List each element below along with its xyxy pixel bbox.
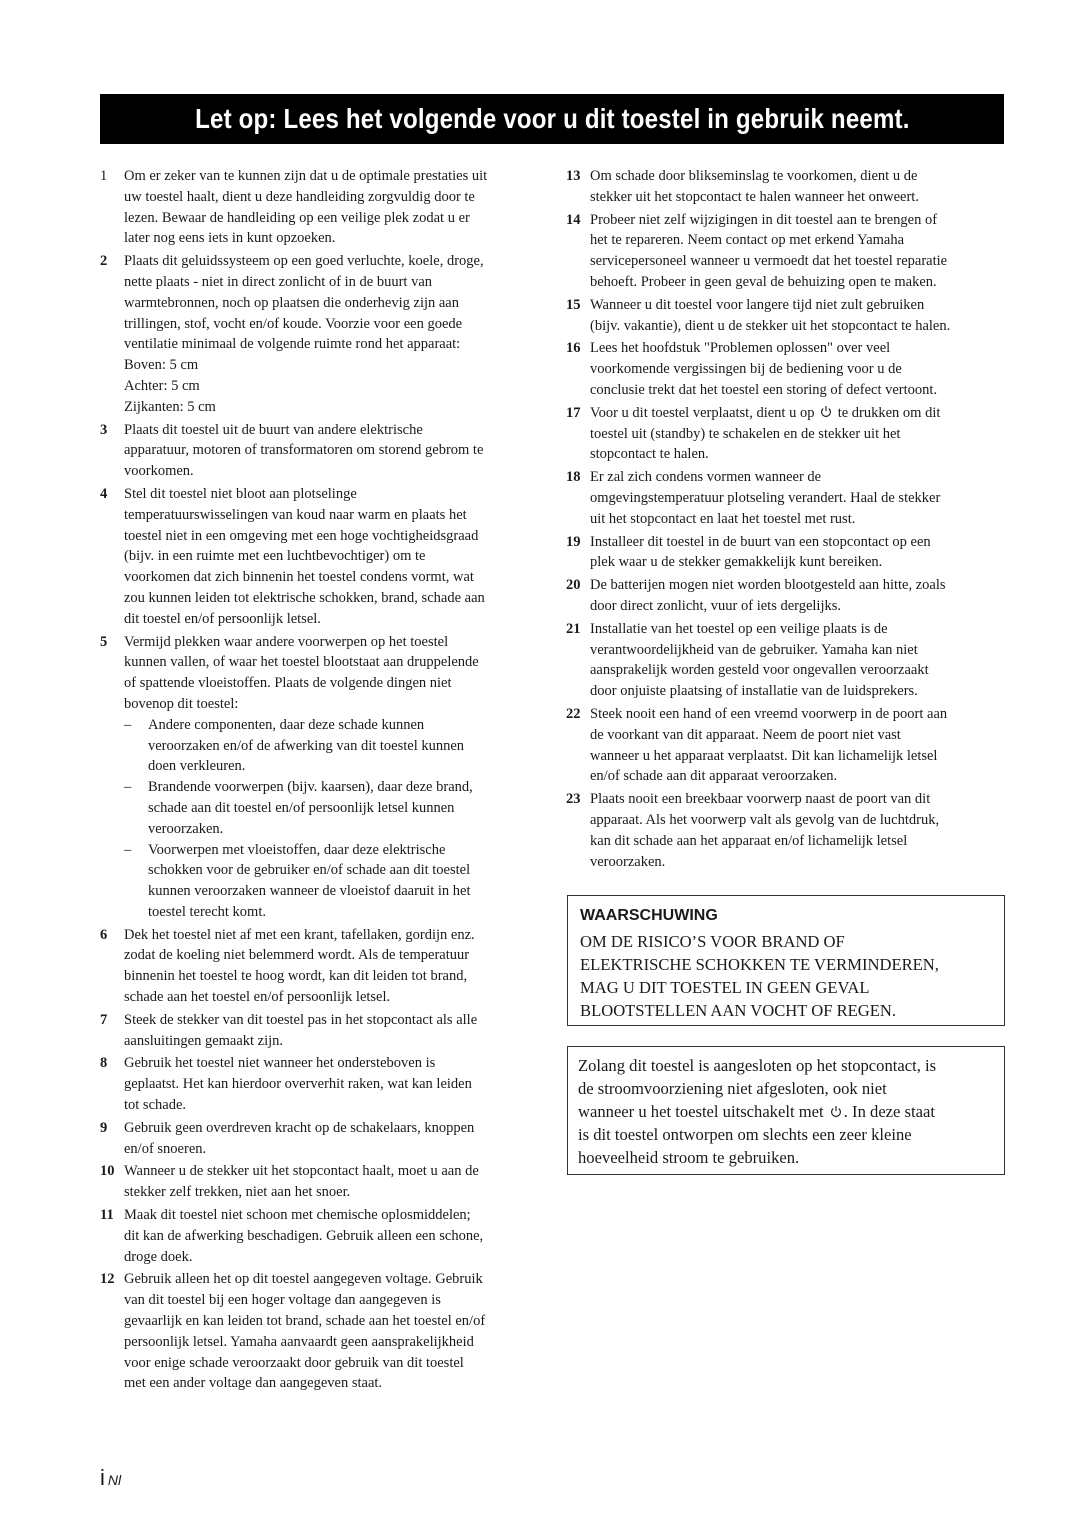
- item-line: Lees het hoofdstuk "Problemen oplossen" over veel: [590, 340, 891, 357]
- item-line: door onjuiste plaatsing of installatie van de luidsprekers.: [590, 683, 918, 700]
- dash-bullet: –: [124, 841, 132, 858]
- item-line: geplaatst. Het kan hierdoor oververhit raken, wat kan leiden: [124, 1076, 472, 1093]
- item-line: Stel dit toestel niet bloot aan plotselinge: [124, 485, 357, 502]
- sub-item-line: schade aan dit toestel en/of persoonlijk letsel kunnen: [148, 799, 455, 816]
- language-code: Nl: [107, 1472, 122, 1488]
- item-line: lezen. Bewaar de handleiding op een veilige plek zodat u er: [124, 209, 470, 226]
- precaution-item: [566, 403, 1006, 465]
- left-column: [100, 166, 536, 1396]
- item-number: 8: [100, 1055, 108, 1072]
- warning-box: [567, 895, 1005, 1026]
- item-line: stekker uit het stopcontact te halen wanneer het onweert.: [590, 188, 919, 205]
- item-line: en/of schade aan dit apparaat veroorzaken.: [590, 768, 838, 785]
- item-line: apparatuur, motoren of transformatoren om storend gebrom te: [124, 442, 484, 459]
- item-line: Om er zeker van te kunnen zijn dat u de optimale prestaties uit: [124, 168, 488, 184]
- item-number: 21: [566, 620, 581, 637]
- item-line: Wanneer u de stekker uit het stopcontact haalt, moet u aan de: [124, 1163, 479, 1180]
- precaution-item: [566, 704, 1006, 787]
- item-line: zodat de koeling niet belemmerd wordt. Als de temperatuur: [124, 947, 470, 964]
- item-line: Vermijd plekken waar andere voorwerpen op het toestel: [124, 633, 449, 650]
- item-number: 2: [100, 253, 108, 270]
- item-line: of spattende vloeistoffen. Plaats de volgende dingen niet: [124, 675, 452, 692]
- warning-title: WAARSCHUWING: [580, 907, 718, 924]
- info-text: wanneer u het toestel uitschakelt met: [578, 1102, 828, 1121]
- title-bar: [100, 94, 1004, 144]
- item-line: servicepersoneel wanneer u vermoedt dat het toestel reparatie: [590, 253, 948, 270]
- warning-line: ELEKTRISCHE SCHOKKEN TE VERMINDEREN,: [580, 955, 939, 974]
- item-number: 4: [100, 485, 108, 502]
- item-line: (bijv. in een ruimte met een luchtbevochtiger) om te: [124, 548, 426, 565]
- power-icon: [830, 1105, 842, 1118]
- item-number: 16: [566, 340, 581, 357]
- item-line: nette plaats - niet in direct zonlicht of in de buurt van: [124, 273, 433, 290]
- item-line: van dit toestel bij een hoger voltage dan aangegeven is: [124, 1292, 441, 1309]
- item-text: te drukken om dit: [834, 404, 941, 421]
- precaution-item: [100, 1053, 536, 1115]
- item-line: voorkomen.: [124, 463, 194, 480]
- item-line: Steek nooit een hand of een vreemd voorwerp in de poort aan: [590, 705, 948, 722]
- item-number: 10: [100, 1163, 115, 1180]
- item-line: apparaat. Als het voorwerp valt als gevolg van de luchtdruk,: [590, 811, 940, 828]
- item-line: omgevingstemperatuur plotseling verandert. Haal de stekker: [590, 489, 941, 506]
- item-line: voorkomen dat zich binnenin het toestel condens vormt, wat: [124, 569, 474, 586]
- item-number: 13: [566, 168, 581, 184]
- precaution-item: [100, 166, 536, 249]
- item-line: Installeer dit toestel in de buurt van een stopcontact op een: [590, 533, 931, 550]
- sub-item: [124, 777, 536, 839]
- item-line: Dek het toestel niet af met een krant, tafellaken, gordijn enz.: [124, 926, 475, 943]
- item-number: 7: [100, 1011, 108, 1028]
- item-line: droge doek.: [124, 1248, 193, 1265]
- dash-bullet: –: [124, 779, 132, 796]
- item-line: Gebruik het toestel niet wanneer het ondersteboven is: [124, 1055, 436, 1072]
- precaution-item: [566, 210, 1006, 293]
- precaution-item: [100, 251, 536, 417]
- sub-item: [124, 715, 536, 777]
- info-line: [578, 1100, 994, 1123]
- item-number: 5: [100, 633, 108, 650]
- item-line: Probeer niet zelf wijzigingen in dit toestel aan te brengen of: [590, 211, 938, 228]
- item-number: 22: [566, 705, 581, 722]
- item-line: Wanneer u dit toestel voor langere tijd niet zult gebruiken: [590, 296, 925, 313]
- item-line: toestel niet in een omgeving met een hoge vochtigheidsgraad: [124, 527, 479, 544]
- item-line: en/of snoeren.: [124, 1140, 207, 1157]
- item-line: het te repareren. Neem contact op met erkend Yamaha: [590, 232, 905, 249]
- item-text: Voor u dit toestel verplaatst, dient u op: [590, 404, 819, 421]
- item-number: 19: [566, 533, 581, 550]
- item-line: Steek de stekker van dit toestel pas in het stopcontact als alle: [124, 1011, 478, 1028]
- item-line: binnenin het toestel te hoog wordt, kan dit leiden tot brand,: [124, 968, 468, 985]
- item-line: temperatuurswisselingen van koud naar warm en plaats het: [124, 506, 467, 523]
- precaution-list-right: [566, 166, 1006, 872]
- item-number: 15: [566, 296, 581, 313]
- sub-item-line: schokken voor de gebruiker en/of schade aan dit toestel: [148, 862, 471, 879]
- precaution-item: [100, 632, 536, 923]
- item-line: Er zal zich condens vormen wanneer de: [590, 469, 822, 486]
- sub-item-line: Andere componenten, daar deze schade kunnen: [148, 716, 425, 733]
- warning-text: [580, 930, 992, 1022]
- dash-bullet: –: [124, 716, 132, 733]
- precaution-item: [566, 166, 1006, 208]
- item-line: dit toestel en/of persoonlijk letsel.: [124, 610, 321, 627]
- item-line: Zijkanten: 5 cm: [124, 398, 216, 415]
- precaution-item: [100, 1205, 536, 1267]
- item-line: gevaarlijk en kan leiden tot brand, schade aan het toestel en/of: [124, 1313, 486, 1330]
- item-line: warmtebronnen, noch op plaatsen die onderhevig zijn aan: [124, 294, 459, 311]
- item-line: conclusie trekt dat het toestel een storing of defect vertoont.: [590, 381, 938, 398]
- precaution-item: [100, 1010, 536, 1052]
- info-line: de stroomvoorziening niet afgesloten, ook niet: [578, 1079, 887, 1098]
- item-line: uit het stopcontact en laat het toestel met rust.: [590, 510, 856, 527]
- standby-info-box: [567, 1046, 1005, 1175]
- item-number: 1: [100, 168, 108, 184]
- warning-line: OM DE RISICO’S VOOR BRAND OF: [580, 932, 845, 951]
- item-line: bovenop dit toestel:: [124, 695, 239, 712]
- item-line: de voorkant van dit apparaat. Neem de poort niet vast: [590, 726, 901, 743]
- sub-list: [124, 715, 536, 923]
- power-icon: [820, 405, 832, 418]
- item-line: Plaats dit geluidssysteem op een goed verluchte, koele, droge,: [124, 253, 484, 270]
- item-line: Maak dit toestel niet schoon met chemische oplosmiddelen;: [124, 1207, 471, 1224]
- precaution-list-left: [100, 166, 536, 1394]
- precaution-item: [100, 484, 536, 630]
- item-line: Boven: 5 cm: [124, 357, 199, 374]
- page-number: i: [100, 1465, 105, 1490]
- precaution-item: [100, 1269, 536, 1394]
- item-line: kunnen vallen, of waar het toestel blootstaat aan druppelende: [124, 654, 479, 671]
- item-line: stekker zelf trekken, niet aan het snoer.: [124, 1184, 351, 1201]
- item-line: behoeft. Probeer in geen geval de behuizing open te maken.: [590, 273, 937, 290]
- item-line: aansluitingen gemaakt zijn.: [124, 1032, 284, 1049]
- precaution-item: [100, 420, 536, 482]
- precaution-item: [566, 295, 1006, 337]
- item-line: voor enige schade veroorzaakt door gebruik van dit toestel: [124, 1354, 464, 1371]
- sub-item-line: toestel terecht komt.: [148, 903, 266, 920]
- item-line: kan dit schade aan het apparaat en/of lichamelijk letsel: [590, 832, 908, 849]
- item-line: Achter: 5 cm: [124, 377, 200, 394]
- sub-item-line: kunnen veroorzaken wanneer de vloeistof daaruit in het: [148, 883, 471, 900]
- item-line: aansprakelijk worden gesteld voor ongevallen veroorzaakt: [590, 662, 929, 679]
- precaution-item: [566, 619, 1006, 702]
- item-line: verantwoordelijkheid van de gebruiker. Yamaha kan niet: [590, 641, 918, 658]
- item-line: tot schade.: [124, 1097, 187, 1114]
- item-line: veroorzaken.: [590, 853, 666, 870]
- item-number: 3: [100, 421, 108, 438]
- right-column: [566, 166, 1006, 874]
- page-title: Let op: Lees het volgende voor u dit toestel in gebruik neemt.: [194, 103, 910, 134]
- item-line: [590, 403, 1006, 424]
- precaution-item: [100, 1118, 536, 1160]
- item-line: zou kunnen leiden tot elektrische schokken, brand, schade aan: [124, 589, 485, 606]
- item-line: Plaats nooit een breekbaar voorwerp naast de poort van dit: [590, 791, 931, 808]
- item-line: met een ander voltage dan aangegeven staat.: [124, 1375, 383, 1392]
- precaution-item: [100, 1161, 536, 1203]
- item-line: (bijv. vakantie), dient u de stekker uit het stopcontact te halen.: [590, 317, 951, 334]
- item-line: ventilatie minimaal de volgende ruimte rond het apparaat:: [124, 336, 461, 353]
- item-line: Plaats dit toestel uit de buurt van andere elektrische: [124, 421, 423, 438]
- item-number: 20: [566, 577, 581, 594]
- item-line: persoonlijk letsel. Yamaha aanvaardt geen aansprakelijkheid: [124, 1333, 474, 1350]
- item-line: dit kan de afwerking beschadigen. Gebruik alleen een schone,: [124, 1227, 484, 1244]
- sub-item-line: Voorwerpen met vloeistoffen, daar deze elektrische: [148, 841, 446, 858]
- item-line: later nog eens iets in kunt opzoeken.: [124, 230, 336, 247]
- item-line: stopcontact te halen.: [590, 446, 709, 463]
- item-number: 12: [100, 1271, 115, 1288]
- item-line: plek waar u de stekker gemakkelijk kunt bereiken.: [590, 554, 883, 571]
- precaution-item: [100, 925, 536, 1008]
- item-number: 14: [566, 211, 581, 228]
- item-line: schade aan het toestel en/of persoonlijk letsel.: [124, 989, 391, 1006]
- info-text: . In deze staat: [843, 1102, 935, 1121]
- sub-item: [124, 840, 536, 923]
- item-number: 6: [100, 926, 108, 943]
- item-number: 23: [566, 791, 581, 808]
- info-line: is dit toestel ontworpen om slechts een zeer kleine: [578, 1125, 912, 1144]
- warning-line: MAG U DIT TOESTEL IN GEEN GEVAL: [580, 978, 870, 997]
- item-line: Gebruik alleen het op dit toestel aangegeven voltage. Gebruik: [124, 1271, 483, 1288]
- item-line: uw toestel haalt, dient u deze handleiding zorgvuldig door te: [124, 188, 475, 205]
- item-line: Om schade door blikseminslag te voorkomen, dient u de: [590, 168, 918, 184]
- item-line: voorkomende vergissingen bij de bediening voor u de: [590, 361, 902, 378]
- precaution-item: [566, 789, 1006, 872]
- item-line: trillingen, stof, vocht en/of koude. Voorzie voor een goede: [124, 315, 463, 332]
- precaution-item: [566, 575, 1006, 617]
- sub-item-line: doen verkleuren.: [148, 758, 246, 775]
- sub-item-line: veroorzaken en/of de afwerking van dit toestel kunnen: [148, 737, 465, 754]
- item-number: 11: [100, 1207, 114, 1224]
- precaution-item: [566, 467, 1006, 529]
- item-line: wanneer u het apparaat verplaatst. Dit kan lichamelijk letsel: [590, 747, 938, 764]
- item-number: 17: [566, 404, 581, 421]
- item-line: toestel uit (standby) te schakelen en de stekker uit het: [590, 425, 901, 442]
- info-line: Zolang dit toestel is aangesloten op het stopcontact, is: [578, 1056, 937, 1075]
- warning-line: BLOOTSTELLEN AAN VOCHT OF REGEN.: [580, 1001, 897, 1020]
- page-footer: [100, 1465, 121, 1491]
- item-number: 9: [100, 1119, 108, 1136]
- item-line: door direct zonlicht, vuur of iets dergelijks.: [590, 597, 842, 614]
- sub-item-line: Brandende voorwerpen (bijv. kaarsen), daar deze brand,: [148, 779, 473, 796]
- item-line: Gebruik geen overdreven kracht op de schakelaars, knoppen: [124, 1119, 475, 1136]
- item-line: De batterijen mogen niet worden blootgesteld aan hitte, zoals: [590, 577, 946, 594]
- precaution-item: [566, 532, 1006, 574]
- item-number: 18: [566, 469, 581, 486]
- info-line: hoeveelheid stroom te gebruiken.: [578, 1148, 800, 1167]
- sub-item-line: veroorzaken.: [148, 820, 224, 837]
- item-line: Installatie van het toestel op een veilige plaats is de: [590, 620, 888, 637]
- precaution-item: [566, 338, 1006, 400]
